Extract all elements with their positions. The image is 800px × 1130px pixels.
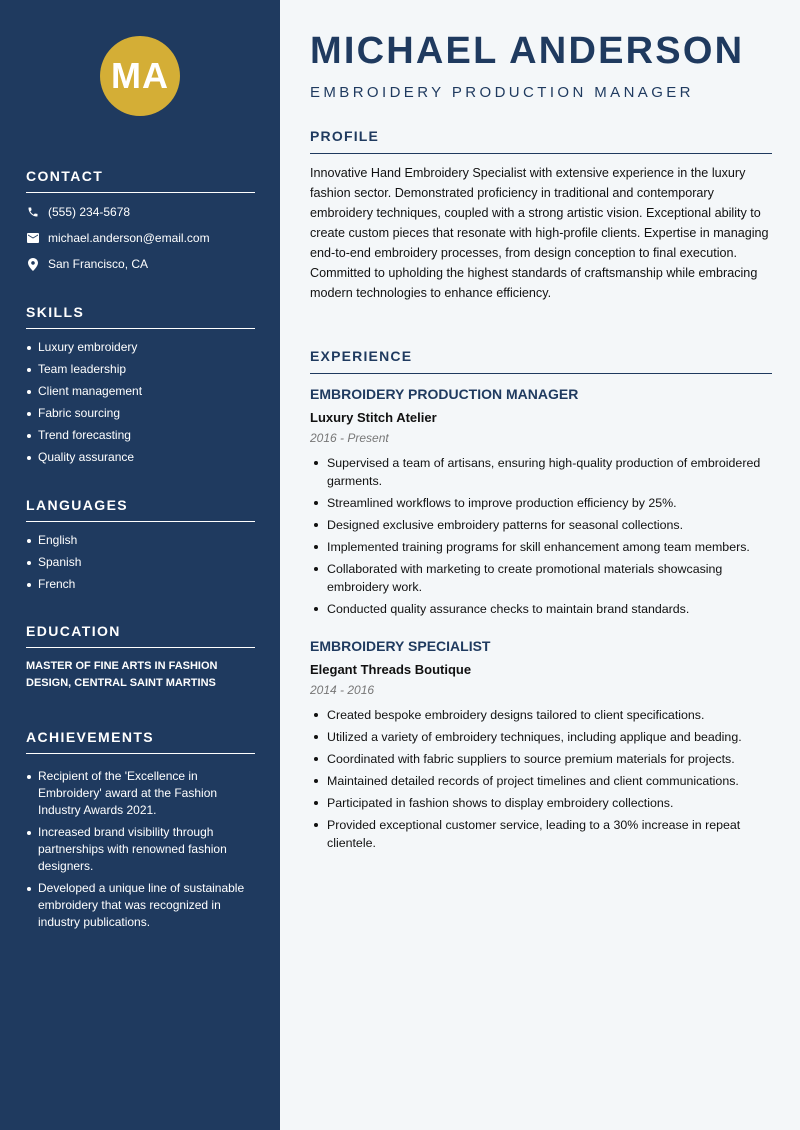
job-bullets xyxy=(310,454,772,618)
contact-heading: CONTACT xyxy=(26,168,255,193)
job-bullet: Conducted quality assurance checks to maintain brand standards. xyxy=(310,600,772,618)
job-bullet: Coordinated with fabric suppliers to source premium materials for projects. xyxy=(310,750,772,768)
skills-list xyxy=(26,339,255,466)
achievement-item: Recipient of the 'Excellence in Embroidery' award at the Fashion Industry Awards 2021. xyxy=(26,768,255,819)
achievements-section xyxy=(26,729,255,936)
job-dates: 2016 - Present xyxy=(310,431,389,445)
skill-item: Luxury embroidery xyxy=(26,339,255,356)
email-text: michael.anderson@email.com xyxy=(48,231,210,245)
languages-section xyxy=(26,497,255,598)
skill-item: Team leadership xyxy=(26,361,255,378)
achievements-heading: ACHIEVEMENTS xyxy=(26,729,255,754)
job-bullet: Supervised a team of artisans, ensuring high-quality production of embroidered garments. xyxy=(310,454,772,490)
location-pin-icon xyxy=(26,257,40,271)
candidate-name: MICHAEL ANDERSON xyxy=(310,30,745,72)
job-bullet: Provided exceptional customer service, leading to a 30% increase in repeat clientele. xyxy=(310,816,772,852)
job-bullet: Created bespoke embroidery designs tailored to client specifications. xyxy=(310,706,772,724)
job-bullet: Collaborated with marketing to create promotional materials showcasing embroidery work. xyxy=(310,560,772,596)
profile-heading: PROFILE xyxy=(310,128,772,154)
achievement-item: Increased brand visibility through partnerships with renowned fashion designers. xyxy=(26,824,255,875)
education-section xyxy=(26,623,255,692)
experience-heading: EXPERIENCE xyxy=(310,348,772,374)
sidebar xyxy=(0,0,280,1130)
job-entry xyxy=(310,386,772,622)
job-bullet: Designed exclusive embroidery patterns for seasonal collections. xyxy=(310,516,772,534)
job-company: Elegant Threads Boutique xyxy=(310,662,472,677)
contact-location xyxy=(26,255,255,273)
avatar: MA xyxy=(100,36,180,116)
job-bullet: Maintained detailed records of project timelines and client communications. xyxy=(310,772,772,790)
job-entry xyxy=(310,638,772,856)
education-heading: EDUCATION xyxy=(26,623,255,648)
job-bullet: Implemented training programs for skill enhancement among team members. xyxy=(310,538,772,556)
skills-heading: SKILLS xyxy=(26,304,255,329)
skills-section xyxy=(26,304,255,471)
achievements-list xyxy=(26,768,255,931)
job-bullet: Participated in fashion shows to display embroidery collections. xyxy=(310,794,772,812)
phone-icon xyxy=(26,205,40,219)
contact-section xyxy=(26,168,255,273)
achievement-item: Developed a unique line of sustainable embroidery that was recognized in industry publications. xyxy=(26,880,255,931)
job-bullets xyxy=(310,706,772,852)
skill-item: Client management xyxy=(26,383,255,400)
email-icon xyxy=(26,231,40,245)
job-bullet: Streamlined workflows to improve production efficiency by 25%. xyxy=(310,494,772,512)
skill-item: Fabric sourcing xyxy=(26,405,255,422)
language-item: Spanish xyxy=(26,554,255,571)
language-item: English xyxy=(26,532,255,549)
contact-email xyxy=(26,229,255,247)
location-text: San Francisco, CA xyxy=(48,257,149,271)
languages-list xyxy=(26,532,255,593)
phone-text: (555) 234-5678 xyxy=(48,205,131,219)
languages-heading: LANGUAGES xyxy=(26,497,255,522)
job-bullet: Utilized a variety of embroidery techniques, including applique and beading. xyxy=(310,728,772,746)
job-title: EMBROIDERY SPECIALIST xyxy=(310,638,491,654)
skill-item: Trend forecasting xyxy=(26,427,255,444)
candidate-role: EMBROIDERY PRODUCTION MANAGER xyxy=(310,84,694,101)
profile-text: Innovative Hand Embroidery Specialist with extensive experience in the luxury fashion sector. Demonstrated proficiency in traditional and contemporary embroidery techniques, coupled with a strong artistic vision. Exceptional ability to create custom pieces that resonate with high-profile clients. Expertise in managing end-to-end embroidery processes, from design conception to final execution. Committed to upholding the highest standards of craftsmanship while embracing modern technologies to enhance efficiency. xyxy=(310,166,769,300)
education-degree: MASTER OF FINE ARTS IN FASHION DESIGN, CENTRAL SAINT MARTINS xyxy=(26,660,218,689)
language-item: French xyxy=(26,576,255,593)
job-company: Luxury Stitch Atelier xyxy=(310,410,437,425)
job-dates: 2014 - 2016 xyxy=(310,683,375,697)
skill-item: Quality assurance xyxy=(26,449,255,466)
job-title: EMBROIDERY PRODUCTION MANAGER xyxy=(310,386,579,402)
contact-phone xyxy=(26,203,255,221)
